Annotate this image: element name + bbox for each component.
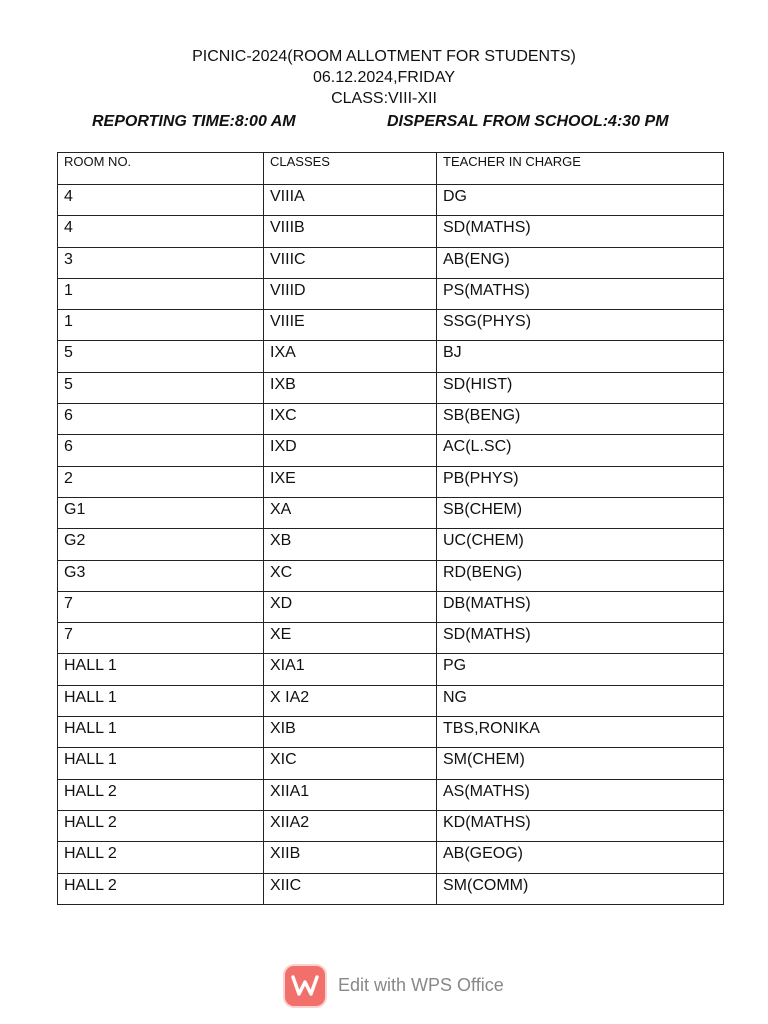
cell-room-no: HALL 1 bbox=[58, 717, 264, 748]
cell-room-no: 6 bbox=[58, 404, 264, 435]
cell-room-no: HALL 1 bbox=[58, 685, 264, 716]
table-row bbox=[58, 310, 724, 341]
cell-room-no: HALL 2 bbox=[58, 810, 264, 841]
cell-teacher: SM(CHEM) bbox=[437, 748, 724, 779]
cell-class: XC bbox=[264, 560, 437, 591]
cell-teacher: TBS,RONIKA bbox=[437, 717, 724, 748]
cell-class: VIIIA bbox=[264, 185, 437, 216]
cell-class: XIC bbox=[264, 748, 437, 779]
cell-teacher: AB(GEOG) bbox=[437, 842, 724, 873]
table-row bbox=[58, 779, 724, 810]
cell-room-no: G1 bbox=[58, 497, 264, 528]
table-row bbox=[58, 842, 724, 873]
table-row bbox=[58, 810, 724, 841]
cell-class: VIIID bbox=[264, 278, 437, 309]
cell-class: VIIIB bbox=[264, 216, 437, 247]
wps-watermark bbox=[0, 964, 768, 1010]
table-row bbox=[58, 247, 724, 278]
cell-teacher: DG bbox=[437, 185, 724, 216]
cell-teacher: SD(HIST) bbox=[437, 372, 724, 403]
table-row bbox=[58, 278, 724, 309]
table-row bbox=[58, 591, 724, 622]
wps-office-logo-icon bbox=[285, 966, 325, 1006]
table-row bbox=[58, 685, 724, 716]
wps-caption: Edit with WPS Office bbox=[338, 975, 504, 995]
cell-room-no: G2 bbox=[58, 529, 264, 560]
cell-class: X IA2 bbox=[264, 685, 437, 716]
document-header bbox=[0, 46, 768, 109]
cell-class: VIIIE bbox=[264, 310, 437, 341]
cell-teacher: AS(MATHS) bbox=[437, 779, 724, 810]
cell-class: IXC bbox=[264, 404, 437, 435]
cell-room-no: HALL 2 bbox=[58, 779, 264, 810]
cell-room-no: G3 bbox=[58, 560, 264, 591]
cell-class: XIIB bbox=[264, 842, 437, 873]
table-row bbox=[58, 404, 724, 435]
cell-room-no: 2 bbox=[58, 466, 264, 497]
cell-class: XE bbox=[264, 623, 437, 654]
cell-room-no: 5 bbox=[58, 341, 264, 372]
document-date: 06.12.2024,FRIDAY bbox=[312, 69, 455, 86]
cell-teacher: SM(COMM) bbox=[437, 873, 724, 904]
cell-room-no: 1 bbox=[58, 278, 264, 309]
cell-room-no: 1 bbox=[58, 310, 264, 341]
cell-room-no: 7 bbox=[58, 623, 264, 654]
cell-room-no: HALL 2 bbox=[58, 842, 264, 873]
cell-class: XIIC bbox=[264, 873, 437, 904]
cell-teacher: AC(L.SC) bbox=[437, 435, 724, 466]
cell-teacher: KD(MATHS) bbox=[437, 810, 724, 841]
cell-class: XD bbox=[264, 591, 437, 622]
column-header-room: ROOM NO. bbox=[58, 153, 264, 185]
table-header-row bbox=[58, 153, 724, 185]
cell-class: IXA bbox=[264, 341, 437, 372]
cell-room-no: 7 bbox=[58, 591, 264, 622]
cell-teacher: PS(MATHS) bbox=[437, 278, 724, 309]
cell-teacher: AB(ENG) bbox=[437, 247, 724, 278]
cell-teacher: BJ bbox=[437, 341, 724, 372]
cell-room-no: HALL 2 bbox=[58, 873, 264, 904]
cell-class: XIA1 bbox=[264, 654, 437, 685]
cell-class: XIIA1 bbox=[264, 779, 437, 810]
dispersal-time: DISPERSAL FROM SCHOOL:4:30 PM bbox=[387, 113, 669, 130]
cell-teacher: SD(MATHS) bbox=[437, 623, 724, 654]
cell-room-no: HALL 1 bbox=[58, 748, 264, 779]
cell-teacher: DB(MATHS) bbox=[437, 591, 724, 622]
cell-room-no: 3 bbox=[58, 247, 264, 278]
cell-room-no: 6 bbox=[58, 435, 264, 466]
column-header-classes: CLASSES bbox=[264, 153, 437, 185]
table-row bbox=[58, 560, 724, 591]
cell-teacher: SB(CHEM) bbox=[437, 497, 724, 528]
cell-class: IXB bbox=[264, 372, 437, 403]
table-row bbox=[58, 185, 724, 216]
cell-teacher: NG bbox=[437, 685, 724, 716]
cell-teacher: SSG(PHYS) bbox=[437, 310, 724, 341]
cell-teacher: SB(BENG) bbox=[437, 404, 724, 435]
document-title: PICNIC-2024(ROOM ALLOTMENT FOR STUDENTS) bbox=[192, 48, 576, 65]
table-row bbox=[58, 216, 724, 247]
room-allotment-table bbox=[57, 152, 724, 905]
table-body bbox=[58, 185, 724, 905]
table-row bbox=[58, 466, 724, 497]
cell-teacher: SD(MATHS) bbox=[437, 216, 724, 247]
table-row bbox=[58, 497, 724, 528]
table-row bbox=[58, 529, 724, 560]
table-row bbox=[58, 435, 724, 466]
table-row bbox=[58, 654, 724, 685]
table-row bbox=[58, 748, 724, 779]
table-row bbox=[58, 372, 724, 403]
cell-class: IXD bbox=[264, 435, 437, 466]
cell-class: VIIIC bbox=[264, 247, 437, 278]
table-row bbox=[58, 623, 724, 654]
document-class-range: CLASS:VIII-XII bbox=[331, 90, 437, 107]
cell-teacher: PG bbox=[437, 654, 724, 685]
timing-line bbox=[0, 113, 768, 135]
table-row bbox=[58, 717, 724, 748]
cell-room-no: HALL 1 bbox=[58, 654, 264, 685]
cell-class: XB bbox=[264, 529, 437, 560]
table-row bbox=[58, 341, 724, 372]
cell-teacher: PB(PHYS) bbox=[437, 466, 724, 497]
table-row bbox=[58, 873, 724, 904]
cell-class: XIB bbox=[264, 717, 437, 748]
cell-teacher: RD(BENG) bbox=[437, 560, 724, 591]
reporting-time: REPORTING TIME:8:00 AM bbox=[92, 113, 296, 130]
cell-teacher: UC(CHEM) bbox=[437, 529, 724, 560]
cell-class: XA bbox=[264, 497, 437, 528]
cell-class: IXE bbox=[264, 466, 437, 497]
cell-room-no: 5 bbox=[58, 372, 264, 403]
cell-room-no: 4 bbox=[58, 216, 264, 247]
column-header-teacher: TEACHER IN CHARGE bbox=[437, 153, 724, 185]
cell-room-no: 4 bbox=[58, 185, 264, 216]
cell-class: XIIA2 bbox=[264, 810, 437, 841]
